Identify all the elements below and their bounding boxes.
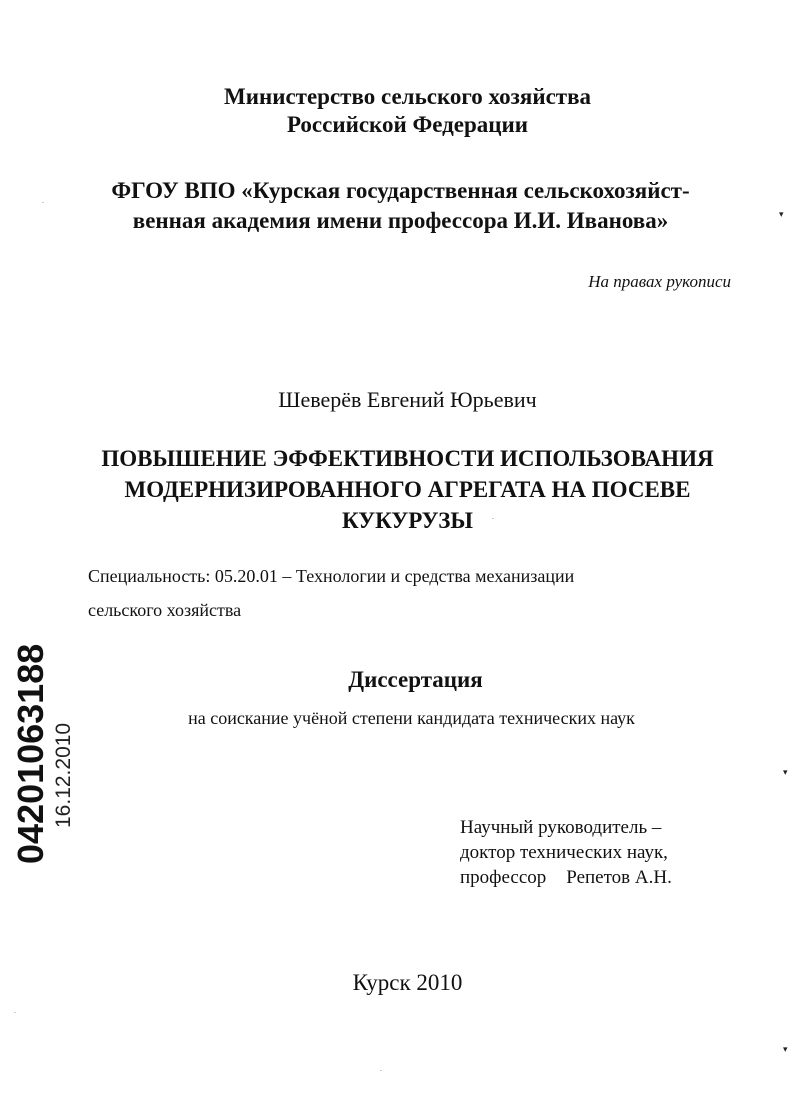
scan-speck-icon: · bbox=[14, 1010, 16, 1017]
degree-line: на соискание учёной степени кандидата технических наук bbox=[188, 708, 635, 728]
advisor-name: Репетов А.Н. bbox=[566, 867, 672, 888]
scan-speck-icon: ▾ bbox=[779, 210, 784, 220]
scientific-advisor bbox=[460, 815, 672, 890]
scan-speck-icon: ▾ bbox=[783, 1045, 788, 1055]
scan-speck-icon: · bbox=[492, 516, 494, 523]
ministry-header bbox=[10, 83, 795, 139]
academy-header bbox=[3, 176, 795, 236]
advisor-line-2: доктор технических наук, bbox=[460, 842, 668, 863]
specialty-line-2: сельского хозяйства bbox=[88, 600, 242, 620]
title-line-2: МОДЕРНИЗИРОВАННОГО АГРЕГАТА НА ПОСЕВЕ bbox=[124, 477, 691, 502]
advisor-position: профессор bbox=[460, 867, 547, 888]
dissertation-title bbox=[10, 443, 795, 536]
scan-speck-icon: · bbox=[42, 200, 44, 207]
specialty-line-1: Специальность: 05.20.01 – Технологии и средства механизации bbox=[88, 566, 575, 586]
title-line-1: ПОВЫШЕНИЕ ЭФФЕКТИВНОСТИ ИСПОЛЬЗОВАНИЯ bbox=[101, 446, 714, 471]
library-stamp-number: 04201063188 bbox=[10, 643, 51, 864]
manuscript-note: На правах рукописи bbox=[588, 272, 731, 291]
ministry-line-2: Российской Федерации bbox=[286, 112, 529, 137]
author-name: Шеверёв Евгений Юрьевич bbox=[278, 387, 537, 412]
library-stamp-date: 16.12.2010 bbox=[52, 722, 75, 828]
work-type: Диссертация bbox=[348, 667, 483, 692]
scan-speck-icon: ▾ bbox=[783, 768, 788, 778]
ministry-line-1: Министерство сельского хозяйства bbox=[223, 84, 592, 109]
scan-speck-icon: · bbox=[380, 1068, 382, 1075]
academy-line-2: венная академия имени профессора И.И. Иванова» bbox=[132, 208, 669, 233]
academy-line-1: ФГОУ ВПО «Курская государственная сельскохозяйст- bbox=[111, 178, 690, 203]
city-year: Курск 2010 bbox=[352, 970, 463, 995]
title-line-3: КУКУРУЗЫ bbox=[342, 508, 473, 533]
advisor-line-3 bbox=[460, 865, 672, 890]
advisor-line-1: Научный руководитель – bbox=[460, 817, 662, 838]
